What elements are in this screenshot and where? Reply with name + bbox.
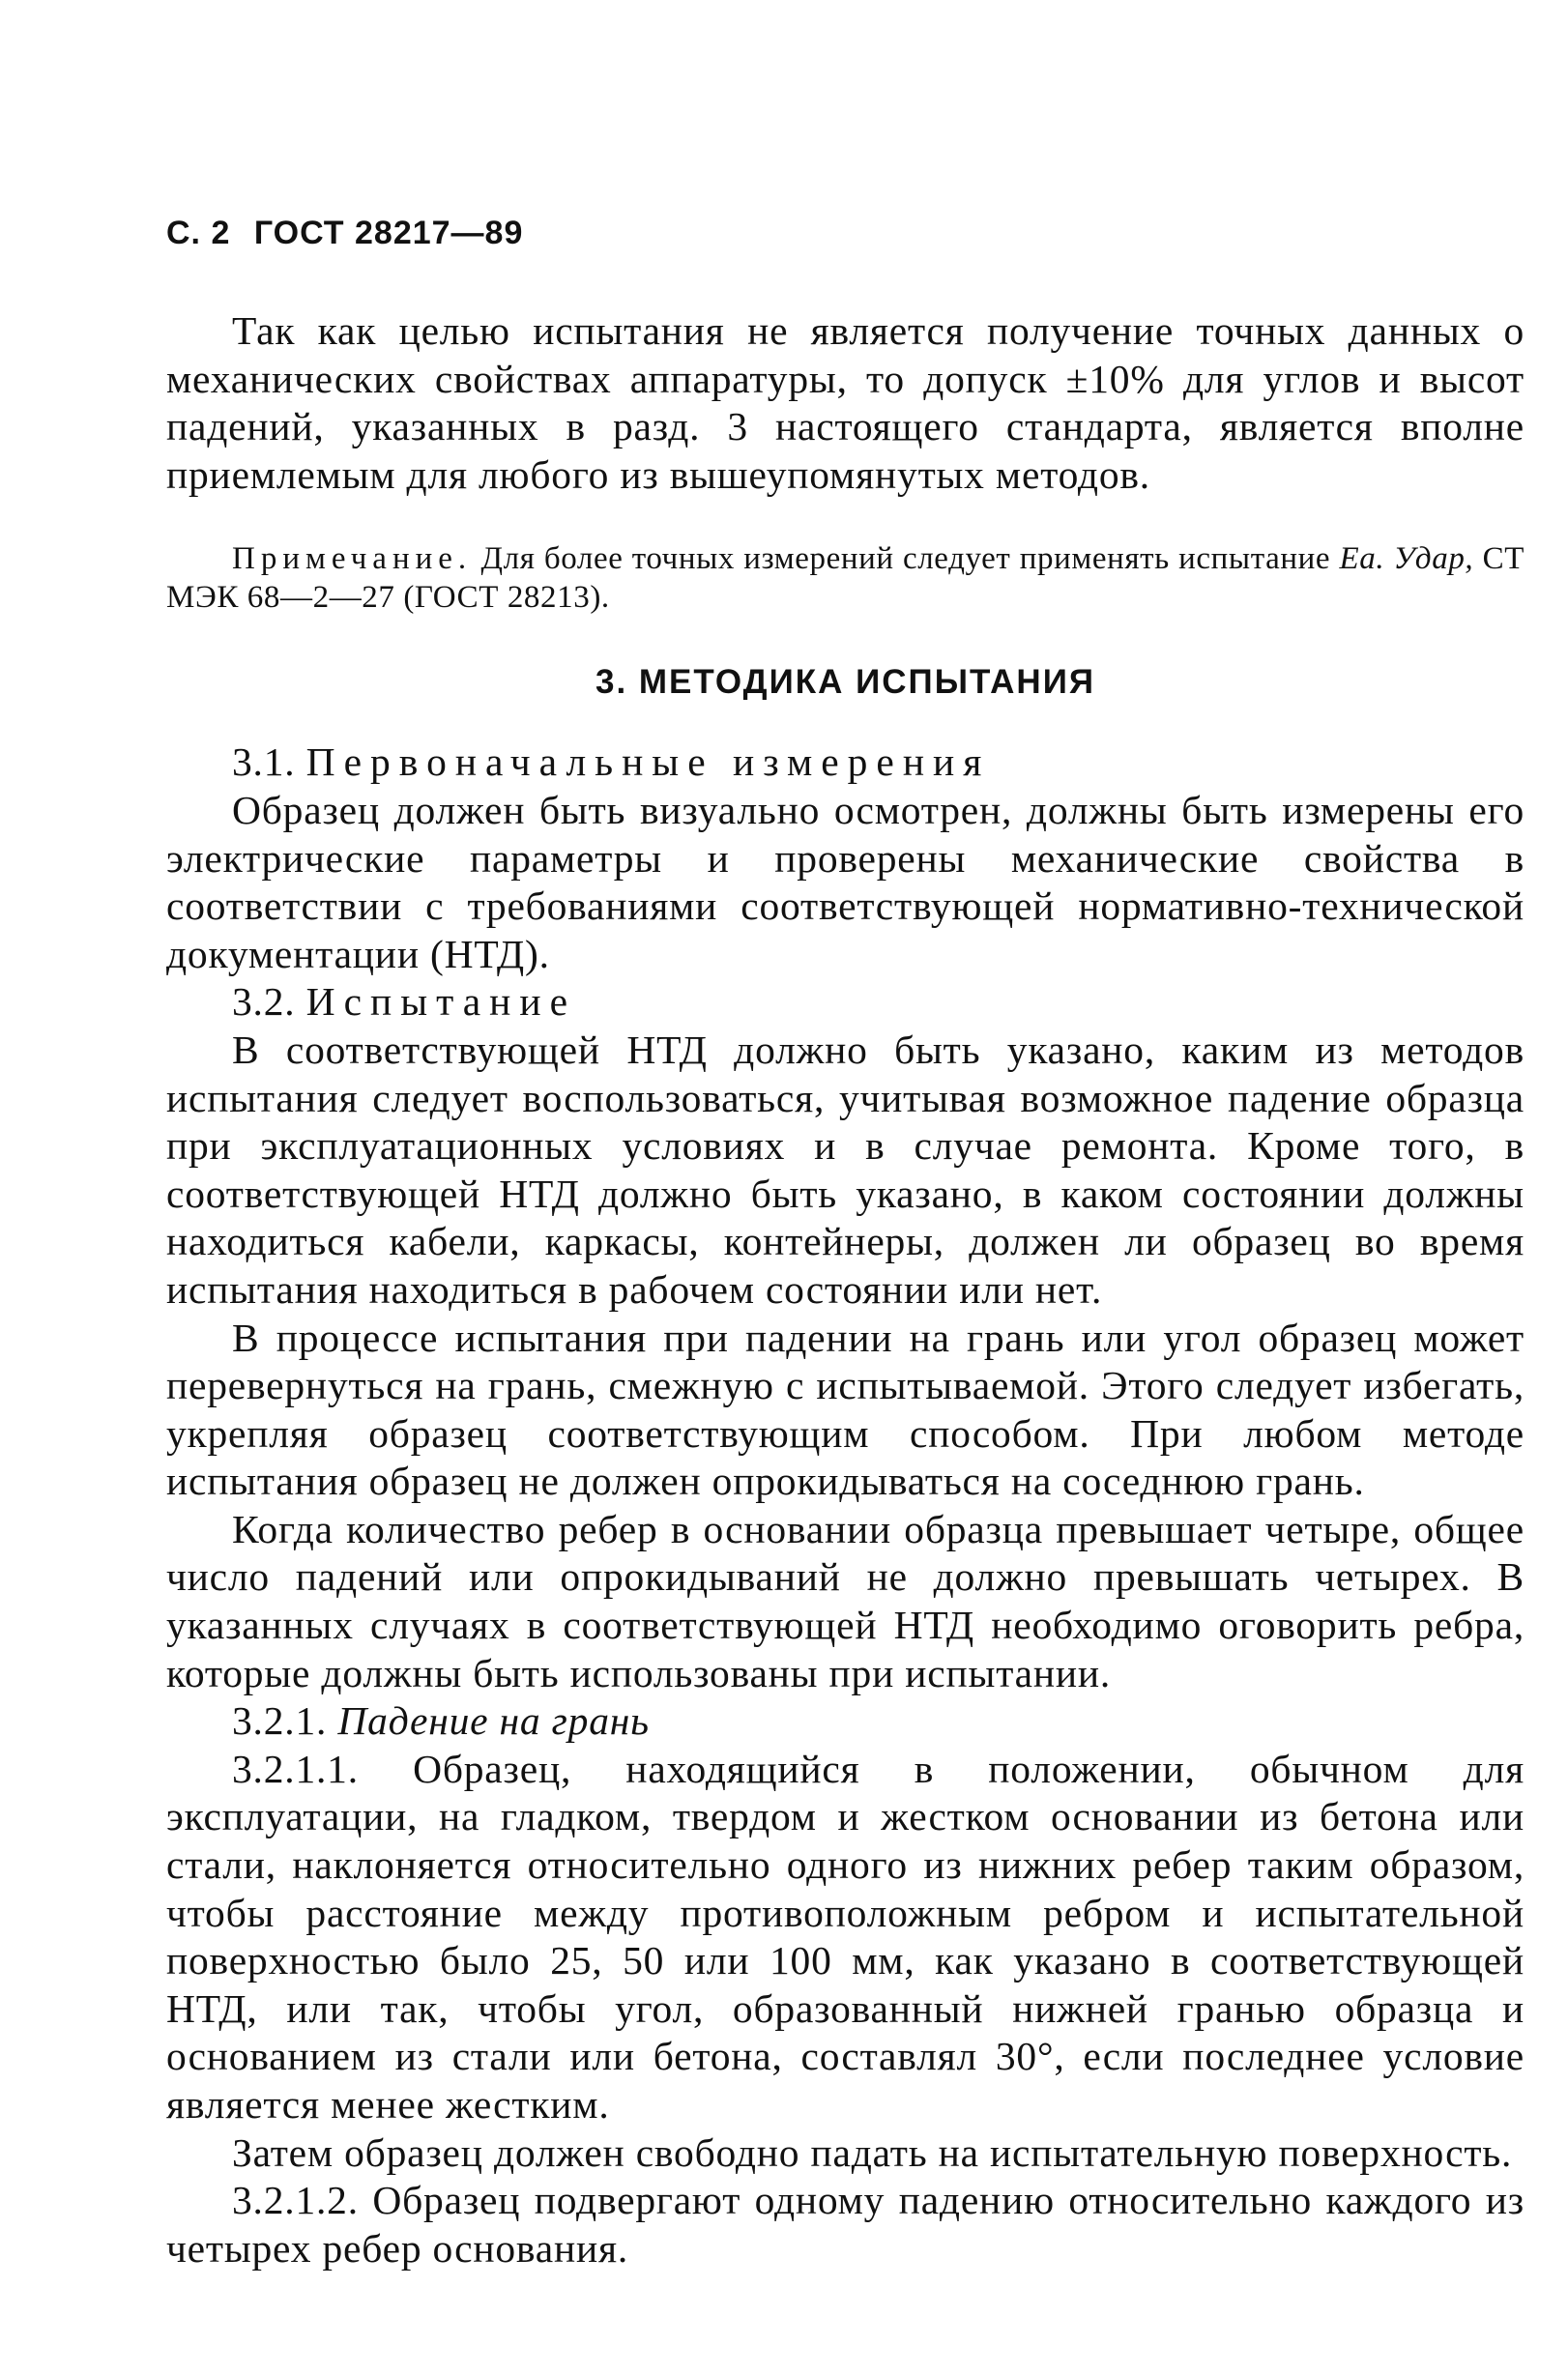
clause-heading: Первоначальные измерения — [305, 739, 991, 785]
clause-heading: Падение на грань — [337, 1698, 650, 1744]
section-title: 3. МЕТОДИКА ИСПЫТАНИЯ — [595, 663, 1096, 702]
clause-3-2-1-1-paragraph-2: Затем образец должен свободно падать на испытательную поверхность. — [232, 2129, 1513, 2175]
note-label: Примечание. — [232, 541, 473, 577]
clause-number: 3.1. — [232, 739, 296, 785]
clause-heading: Испытание — [305, 979, 577, 1025]
page-header — [166, 215, 523, 252]
document-body — [166, 307, 1524, 2273]
note-tail: СТ МЭК 68—2—27 (ГОСТ 28213). — [166, 541, 1525, 616]
standard-id: ГОСТ 28217—89 — [253, 215, 524, 251]
note-paragraph — [166, 539, 1524, 617]
clause-3-2-1-heading — [166, 1697, 1524, 1746]
clause-3-2-1-1-text: 3.2.1.1. Образец, находящийся в положении, обычном для эксплуатации, на гладком, твердом и жестком основании из бетона или стали, наклоняется относительно одного из нижних ребер таким образом, чтобы расстояние между противоположным ребром и испытательной поверхностью было 25, 50 или 100 мм, как указано в соответствующей НТД, или так, чтобы угол, образованный нижней гранью образца и основанием из стали или бетона, составлял 30°, если последнее условие является менее жестким. — [166, 1746, 1524, 2127]
clause-3-1-heading — [166, 738, 1524, 787]
intro-paragraph: Так как целью испытания не является получение точных данных о механических свойствах аппаратуры, то допуск ±10% для углов и высот падений, указанных в разд. 3 настоящего стандарта, является вполне приемлемым для любого из вышеупомянутых методов. — [166, 308, 1524, 497]
note-text: Для более точных измерений следует применять испытание — [480, 541, 1331, 577]
clause-number: 3.2.1. — [232, 1698, 328, 1744]
clause-3-1-text: Образец должен быть визуально осмотрен, должны быть измерены его электрические параметры и проверены механические свойства в соответствии с требованиями соответствующей нормативно-технической документации (НТД). — [166, 787, 1524, 976]
clause-3-2-paragraph-2: В процессе испытания при падении на грань или угол образец может перевернуться на грань, смежную с испытываемой. Этого следует избегать, укрепляя образец соответствующим способом. При любом методе испытания образец не должен опрокидываться на соседнюю грань. — [166, 1315, 1524, 1504]
clause-3-2-1-2-text: 3.2.1.2. Образец подвергают одному падению относительно каждого из четырех ребер основания. — [166, 2178, 1524, 2271]
clause-3-2-paragraph-3: Когда количество ребер в основании образца превышает четыре, общее число падений или опрокидываний не должно превышать четырех. В указанных случаях в соответствующей НТД необходимо оговорить ребра, которые должны быть использованы при испытании. — [166, 1506, 1524, 1695]
clause-3-2-paragraph-1: В соответствующей НТД должно быть указано, каким из методов испытания следует воспользоваться, учитывая возможное падение образца при эксплуатационных условиях и в случае ремонта. Кроме того, в соответствующей НТД должно быть указано, в каком состоянии должны находиться кабели, каркасы, контейнеры, должен ли образец во время испытания находиться в рабочем состоянии или нет. — [166, 1027, 1524, 1312]
note-reference: Ea. Удар, — [1339, 541, 1474, 577]
page-number: С. 2 — [166, 215, 231, 251]
clause-number: 3.2. — [232, 979, 296, 1025]
clause-3-2-heading — [166, 978, 1524, 1027]
